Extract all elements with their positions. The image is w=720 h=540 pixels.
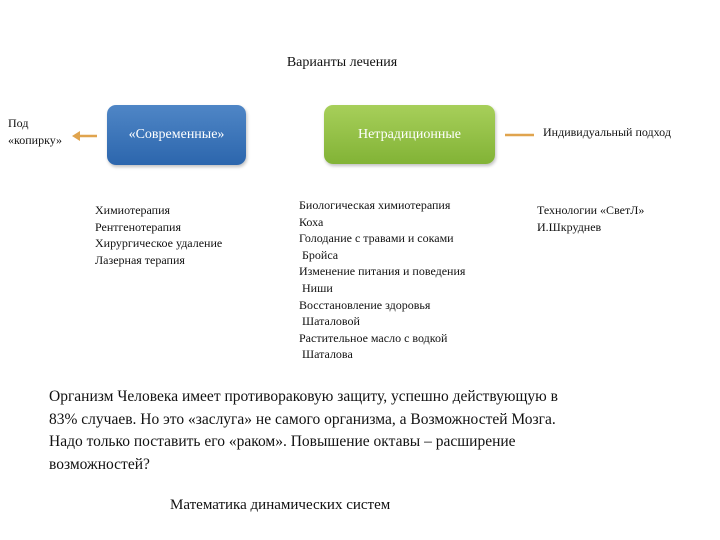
individual-approach-list — [537, 202, 644, 235]
list-item: Биологическая химиотерапия — [299, 198, 451, 212]
list-item: И.Шкруднев — [537, 219, 602, 234]
list-item: Коха — [299, 214, 324, 229]
paragraph-line: Надо только поставить его «раком». Повышение октавы – расширение — [49, 433, 516, 451]
modern-box-label: «Современные» — [128, 127, 225, 142]
modern-treatments-list — [95, 202, 222, 268]
list-item: Изменение питания и поведения — [299, 264, 466, 279]
diagram-title: Варианты лечения — [286, 55, 398, 70]
alternative-box-label: Нетрадиционные — [357, 126, 462, 142]
list-item: Шаталовой — [299, 314, 360, 329]
left-arrow-head — [72, 131, 80, 141]
list-item: Химиотерапия — [95, 203, 171, 217]
individual-approach-label: Индивидуальный подход — [543, 125, 671, 139]
list-item: Голодание с травами и соками — [299, 231, 454, 246]
list-item: Технологии «СветЛ» — [537, 203, 645, 217]
paragraph-line: возможностей? — [49, 455, 150, 473]
list-item: Растительное масло с водкой — [299, 330, 448, 345]
alternative-treatments-list — [299, 197, 465, 363]
footer-caption: Математика динамических систем — [170, 497, 391, 513]
list-item: Ниши — [299, 280, 333, 295]
paragraph-line: Организм Человека имеет противораковую защиту, успешно действующую в — [49, 388, 558, 405]
modern-treatments-box — [107, 105, 246, 165]
left-label-line: Под — [8, 116, 29, 130]
left-label-line: «копирку» — [8, 132, 63, 147]
list-item: Лазерная терапия — [95, 252, 185, 267]
alternative-treatments-box — [324, 105, 495, 164]
list-item: Хирургическое удаление — [95, 236, 223, 251]
list-item: Шаталова — [299, 347, 353, 362]
conclusion-paragraph — [49, 386, 689, 476]
paragraph-line: 83% случаев. Но это «заслуга» не самого организма, а Возможностей Мозга. — [49, 410, 556, 428]
list-item: Бройса — [299, 247, 339, 262]
list-item: Рентгенотерапия — [95, 219, 181, 234]
list-item: Восстановление здоровья — [299, 297, 431, 312]
